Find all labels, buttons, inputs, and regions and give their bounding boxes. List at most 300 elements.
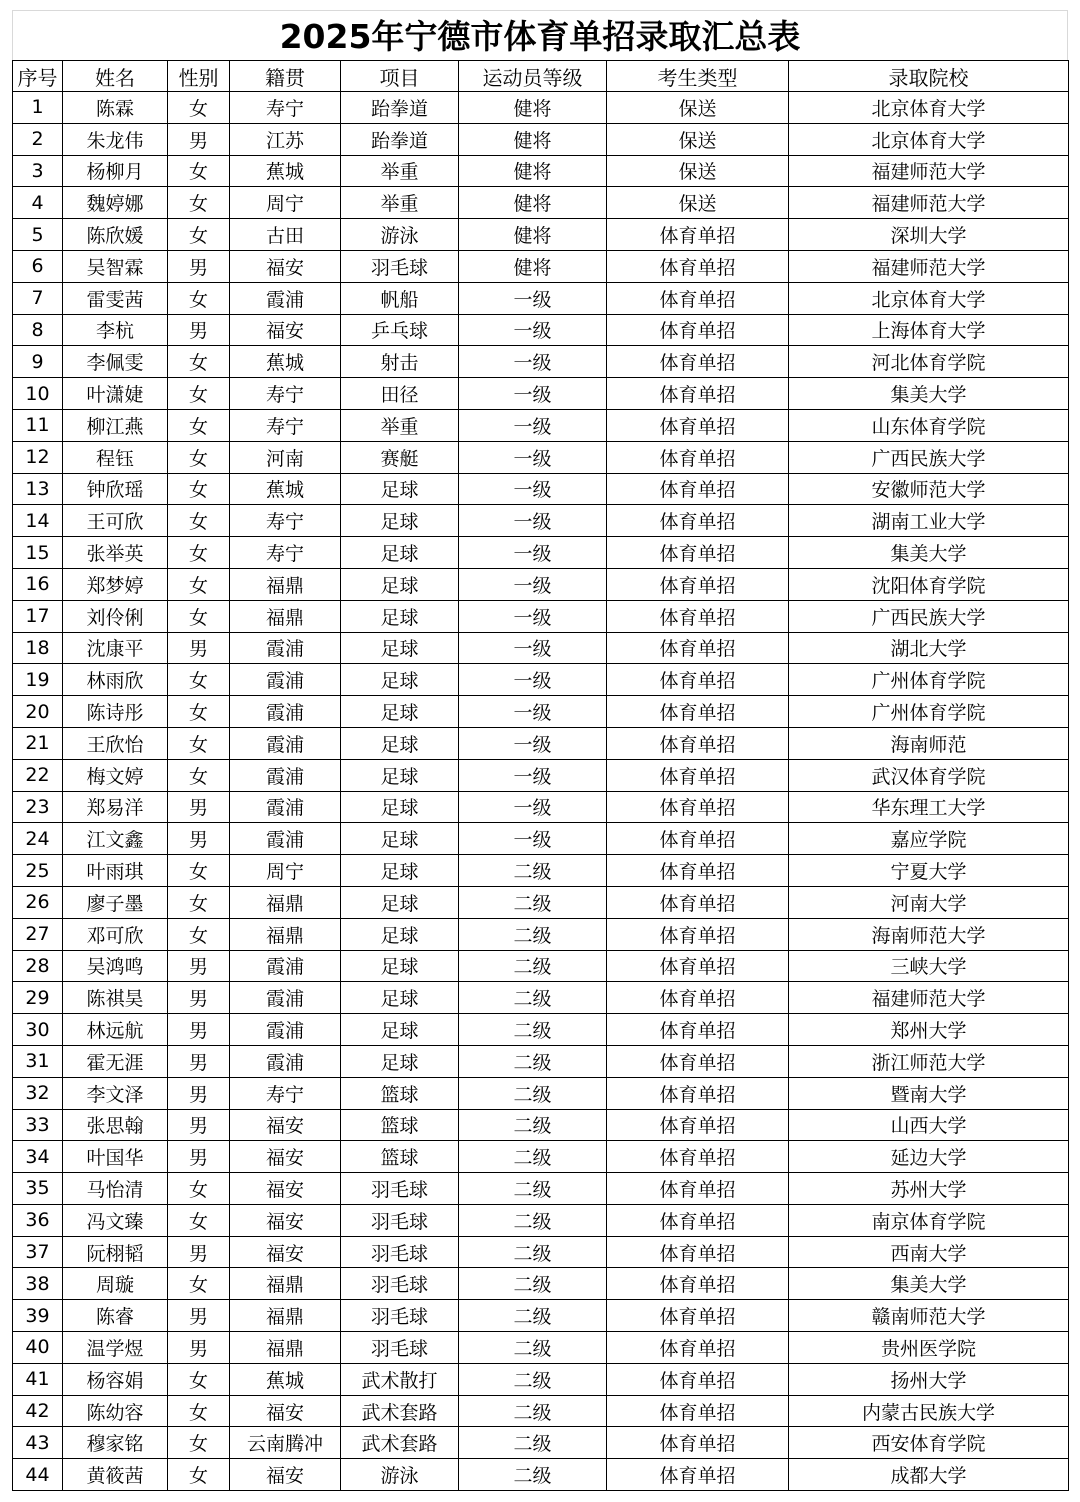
cell-index: 34 (13, 1141, 63, 1173)
cell-school: 浙江师范大学 (789, 1045, 1069, 1077)
cell-hometown: 霞浦 (230, 282, 341, 314)
cell-gender: 女 (168, 219, 230, 251)
table-row (13, 1236, 1069, 1268)
cell-type: 体育单招 (607, 727, 789, 759)
cell-hometown: 周宁 (230, 855, 341, 887)
col-header-name: 姓名 (63, 61, 168, 92)
cell-level: 二级 (459, 1045, 607, 1077)
cell-gender: 女 (168, 600, 230, 632)
cell-type: 体育单招 (607, 378, 789, 410)
cell-name: 陈霖 (63, 92, 168, 124)
cell-hometown: 蕉城 (230, 473, 341, 505)
cell-hometown: 福鼎 (230, 918, 341, 950)
table-row (13, 727, 1069, 759)
cell-sport: 羽毛球 (341, 1204, 459, 1236)
cell-hometown: 福安 (230, 1236, 341, 1268)
table-row (13, 346, 1069, 378)
table-row (13, 759, 1069, 791)
cell-school: 西南大学 (789, 1236, 1069, 1268)
table-row (13, 92, 1069, 124)
cell-level: 一级 (459, 378, 607, 410)
cell-level: 二级 (459, 1141, 607, 1173)
cell-sport: 足球 (341, 855, 459, 887)
cell-type: 体育单招 (607, 1268, 789, 1300)
cell-level: 二级 (459, 1204, 607, 1236)
cell-gender: 男 (168, 123, 230, 155)
cell-index: 27 (13, 918, 63, 950)
admission-table (12, 60, 1069, 1491)
cell-sport: 足球 (341, 950, 459, 982)
cell-sport: 足球 (341, 696, 459, 728)
sheet-title: 2025年宁德市体育单招录取汇总表 (12, 10, 1068, 60)
cell-level: 一级 (459, 409, 607, 441)
cell-hometown: 福安 (230, 314, 341, 346)
cell-gender: 女 (168, 1268, 230, 1300)
cell-school: 北京体育大学 (789, 123, 1069, 155)
cell-school: 集美大学 (789, 1268, 1069, 1300)
cell-school: 延边大学 (789, 1141, 1069, 1173)
cell-sport: 足球 (341, 1014, 459, 1046)
cell-sport: 足球 (341, 664, 459, 696)
cell-type: 体育单招 (607, 1236, 789, 1268)
cell-level: 二级 (459, 855, 607, 887)
cell-school: 嘉应学院 (789, 823, 1069, 855)
table-row (13, 409, 1069, 441)
cell-level: 一级 (459, 759, 607, 791)
cell-index: 22 (13, 759, 63, 791)
cell-name: 郑易洋 (63, 791, 168, 823)
cell-sport: 武术散打 (341, 1363, 459, 1395)
cell-level: 二级 (459, 1427, 607, 1459)
cell-name: 温学煜 (63, 1332, 168, 1364)
cell-name: 霍无涯 (63, 1045, 168, 1077)
cell-school: 北京体育大学 (789, 92, 1069, 124)
cell-index: 26 (13, 886, 63, 918)
cell-index: 28 (13, 950, 63, 982)
cell-name: 陈诗彤 (63, 696, 168, 728)
cell-school: 内蒙古民族大学 (789, 1395, 1069, 1427)
cell-school: 福建师范大学 (789, 250, 1069, 282)
cell-hometown: 福鼎 (230, 886, 341, 918)
table-row (13, 155, 1069, 187)
cell-school: 北京体育大学 (789, 282, 1069, 314)
cell-hometown: 河南 (230, 441, 341, 473)
cell-type: 体育单招 (607, 918, 789, 950)
cell-hometown: 霞浦 (230, 1045, 341, 1077)
cell-name: 陈幼容 (63, 1395, 168, 1427)
table-row (13, 886, 1069, 918)
cell-school: 贵州医学院 (789, 1332, 1069, 1364)
cell-level: 一级 (459, 537, 607, 569)
cell-type: 体育单招 (607, 250, 789, 282)
table-row (13, 664, 1069, 696)
cell-sport: 举重 (341, 187, 459, 219)
cell-gender: 女 (168, 855, 230, 887)
table-row (13, 1141, 1069, 1173)
cell-hometown: 福鼎 (230, 600, 341, 632)
cell-index: 10 (13, 378, 63, 410)
cell-type: 体育单招 (607, 219, 789, 251)
cell-index: 4 (13, 187, 63, 219)
cell-name: 钟欣瑶 (63, 473, 168, 505)
cell-name: 林雨欣 (63, 664, 168, 696)
table-row (13, 982, 1069, 1014)
cell-index: 13 (13, 473, 63, 505)
cell-hometown: 福鼎 (230, 1268, 341, 1300)
table-row (13, 378, 1069, 410)
cell-index: 31 (13, 1045, 63, 1077)
cell-type: 体育单招 (607, 600, 789, 632)
cell-index: 1 (13, 92, 63, 124)
cell-sport: 羽毛球 (341, 1236, 459, 1268)
cell-type: 体育单招 (607, 282, 789, 314)
cell-hometown: 蕉城 (230, 346, 341, 378)
cell-name: 刘伶俐 (63, 600, 168, 632)
cell-school: 深圳大学 (789, 219, 1069, 251)
cell-level: 二级 (459, 1363, 607, 1395)
cell-hometown: 霞浦 (230, 823, 341, 855)
cell-index: 12 (13, 441, 63, 473)
cell-gender: 女 (168, 537, 230, 569)
table-row (13, 1395, 1069, 1427)
cell-type: 体育单招 (607, 1300, 789, 1332)
cell-index: 40 (13, 1332, 63, 1364)
cell-type: 体育单招 (607, 1395, 789, 1427)
cell-type: 体育单招 (607, 950, 789, 982)
cell-hometown: 福鼎 (230, 1300, 341, 1332)
cell-gender: 女 (168, 1427, 230, 1459)
cell-index: 41 (13, 1363, 63, 1395)
cell-name: 郑梦婷 (63, 568, 168, 600)
cell-sport: 足球 (341, 632, 459, 664)
table-row (13, 505, 1069, 537)
cell-sport: 足球 (341, 823, 459, 855)
table-row (13, 823, 1069, 855)
cell-name: 叶潇婕 (63, 378, 168, 410)
cell-type: 保送 (607, 187, 789, 219)
cell-gender: 男 (168, 823, 230, 855)
cell-sport: 篮球 (341, 1109, 459, 1141)
cell-name: 王可欣 (63, 505, 168, 537)
cell-type: 保送 (607, 123, 789, 155)
cell-gender: 女 (168, 759, 230, 791)
table-row (13, 1109, 1069, 1141)
cell-hometown: 福安 (230, 1395, 341, 1427)
table-row (13, 123, 1069, 155)
cell-sport: 足球 (341, 918, 459, 950)
cell-hometown: 寿宁 (230, 92, 341, 124)
cell-name: 叶国华 (63, 1141, 168, 1173)
cell-index: 14 (13, 505, 63, 537)
cell-level: 二级 (459, 1014, 607, 1046)
cell-hometown: 蕉城 (230, 1363, 341, 1395)
table-row (13, 187, 1069, 219)
cell-sport: 举重 (341, 155, 459, 187)
cell-index: 17 (13, 600, 63, 632)
cell-level: 健将 (459, 92, 607, 124)
cell-school: 福建师范大学 (789, 187, 1069, 219)
table-row (13, 918, 1069, 950)
cell-index: 42 (13, 1395, 63, 1427)
cell-school: 广州体育学院 (789, 664, 1069, 696)
cell-school: 宁夏大学 (789, 855, 1069, 887)
cell-sport: 足球 (341, 982, 459, 1014)
cell-type: 体育单招 (607, 1459, 789, 1491)
cell-index: 7 (13, 282, 63, 314)
table-row (13, 1363, 1069, 1395)
table-row (13, 1204, 1069, 1236)
table-row (13, 1173, 1069, 1205)
cell-gender: 女 (168, 918, 230, 950)
table-row (13, 1427, 1069, 1459)
cell-hometown: 寿宁 (230, 409, 341, 441)
table-row (13, 791, 1069, 823)
cell-hometown: 福安 (230, 1459, 341, 1491)
cell-name: 张举英 (63, 537, 168, 569)
cell-sport: 羽毛球 (341, 1173, 459, 1205)
table-row (13, 250, 1069, 282)
cell-index: 18 (13, 632, 63, 664)
cell-sport: 足球 (341, 568, 459, 600)
cell-type: 体育单招 (607, 791, 789, 823)
cell-sport: 赛艇 (341, 441, 459, 473)
table-row (13, 696, 1069, 728)
cell-sport: 足球 (341, 473, 459, 505)
cell-sport: 羽毛球 (341, 1300, 459, 1332)
table-row (13, 441, 1069, 473)
cell-type: 体育单招 (607, 568, 789, 600)
cell-gender: 男 (168, 950, 230, 982)
cell-type: 体育单招 (607, 1173, 789, 1205)
cell-school: 湖南工业大学 (789, 505, 1069, 537)
cell-sport: 羽毛球 (341, 1332, 459, 1364)
cell-gender: 男 (168, 1332, 230, 1364)
cell-gender: 男 (168, 982, 230, 1014)
cell-sport: 足球 (341, 1045, 459, 1077)
cell-hometown: 福安 (230, 250, 341, 282)
cell-index: 21 (13, 727, 63, 759)
cell-type: 体育单招 (607, 1014, 789, 1046)
col-header-type: 考生类型 (607, 61, 789, 92)
cell-index: 6 (13, 250, 63, 282)
cell-level: 二级 (459, 1332, 607, 1364)
cell-gender: 男 (168, 250, 230, 282)
table-row (13, 1459, 1069, 1491)
cell-level: 二级 (459, 982, 607, 1014)
cell-hometown: 霞浦 (230, 950, 341, 982)
cell-level: 一级 (459, 505, 607, 537)
cell-hometown: 福安 (230, 1141, 341, 1173)
cell-sport: 武术套路 (341, 1395, 459, 1427)
cell-level: 一级 (459, 282, 607, 314)
cell-sport: 足球 (341, 886, 459, 918)
cell-gender: 女 (168, 505, 230, 537)
cell-index: 23 (13, 791, 63, 823)
cell-name: 沈康平 (63, 632, 168, 664)
cell-school: 上海体育大学 (789, 314, 1069, 346)
cell-index: 44 (13, 1459, 63, 1491)
cell-type: 体育单招 (607, 696, 789, 728)
cell-name: 吴鸿鸣 (63, 950, 168, 982)
cell-gender: 女 (168, 1459, 230, 1491)
table-body (13, 92, 1069, 1491)
cell-hometown: 福鼎 (230, 568, 341, 600)
cell-type: 体育单招 (607, 1045, 789, 1077)
cell-school: 山东体育学院 (789, 409, 1069, 441)
cell-level: 一级 (459, 632, 607, 664)
cell-name: 吴智霖 (63, 250, 168, 282)
cell-school: 河北体育学院 (789, 346, 1069, 378)
cell-gender: 男 (168, 1300, 230, 1332)
cell-school: 三峡大学 (789, 950, 1069, 982)
cell-type: 体育单招 (607, 982, 789, 1014)
cell-school: 福建师范大学 (789, 982, 1069, 1014)
table-row (13, 600, 1069, 632)
cell-type: 体育单招 (607, 505, 789, 537)
cell-school: 海南师范大学 (789, 918, 1069, 950)
cell-gender: 女 (168, 664, 230, 696)
cell-gender: 男 (168, 1109, 230, 1141)
cell-index: 32 (13, 1077, 63, 1109)
cell-hometown: 霞浦 (230, 759, 341, 791)
cell-index: 30 (13, 1014, 63, 1046)
cell-name: 穆家铭 (63, 1427, 168, 1459)
cell-school: 成都大学 (789, 1459, 1069, 1491)
cell-level: 二级 (459, 918, 607, 950)
cell-hometown: 寿宁 (230, 1077, 341, 1109)
cell-type: 体育单招 (607, 664, 789, 696)
cell-type: 体育单招 (607, 346, 789, 378)
cell-gender: 女 (168, 1204, 230, 1236)
cell-level: 健将 (459, 155, 607, 187)
cell-index: 20 (13, 696, 63, 728)
cell-level: 二级 (459, 1459, 607, 1491)
cell-level: 一级 (459, 823, 607, 855)
table-row (13, 1332, 1069, 1364)
cell-hometown: 霞浦 (230, 696, 341, 728)
cell-hometown: 福安 (230, 1109, 341, 1141)
cell-gender: 女 (168, 187, 230, 219)
cell-type: 体育单招 (607, 409, 789, 441)
cell-school: 安徽师范大学 (789, 473, 1069, 505)
cell-school: 集美大学 (789, 378, 1069, 410)
cell-gender: 男 (168, 1236, 230, 1268)
cell-hometown: 霞浦 (230, 791, 341, 823)
cell-level: 二级 (459, 1395, 607, 1427)
col-header-gender: 性别 (168, 61, 230, 92)
cell-type: 体育单招 (607, 759, 789, 791)
cell-gender: 男 (168, 1141, 230, 1173)
cell-index: 37 (13, 1236, 63, 1268)
cell-level: 二级 (459, 1077, 607, 1109)
cell-type: 体育单招 (607, 886, 789, 918)
cell-name: 江文鑫 (63, 823, 168, 855)
cell-name: 邓可欣 (63, 918, 168, 950)
cell-type: 体育单招 (607, 441, 789, 473)
cell-hometown: 霞浦 (230, 727, 341, 759)
cell-name: 程钰 (63, 441, 168, 473)
cell-type: 体育单招 (607, 1077, 789, 1109)
col-header-sport: 项目 (341, 61, 459, 92)
col-header-level: 运动员等级 (459, 61, 607, 92)
cell-school: 河南大学 (789, 886, 1069, 918)
cell-hometown: 霞浦 (230, 982, 341, 1014)
cell-name: 李文泽 (63, 1077, 168, 1109)
cell-gender: 男 (168, 1077, 230, 1109)
cell-name: 梅文婷 (63, 759, 168, 791)
cell-sport: 举重 (341, 409, 459, 441)
cell-hometown: 福鼎 (230, 1332, 341, 1364)
cell-sport: 游泳 (341, 1459, 459, 1491)
cell-index: 43 (13, 1427, 63, 1459)
cell-type: 体育单招 (607, 1427, 789, 1459)
cell-hometown: 霞浦 (230, 664, 341, 696)
cell-name: 廖子墨 (63, 886, 168, 918)
cell-gender: 女 (168, 727, 230, 759)
cell-index: 38 (13, 1268, 63, 1300)
table-row (13, 950, 1069, 982)
cell-index: 15 (13, 537, 63, 569)
cell-name: 朱龙伟 (63, 123, 168, 155)
cell-gender: 女 (168, 155, 230, 187)
cell-school: 郑州大学 (789, 1014, 1069, 1046)
cell-level: 一级 (459, 568, 607, 600)
cell-gender: 女 (168, 441, 230, 473)
cell-hometown: 福安 (230, 1173, 341, 1205)
cell-level: 一级 (459, 314, 607, 346)
cell-level: 健将 (459, 219, 607, 251)
cell-type: 体育单招 (607, 1332, 789, 1364)
cell-index: 33 (13, 1109, 63, 1141)
cell-name: 阮栩韬 (63, 1236, 168, 1268)
cell-level: 一级 (459, 664, 607, 696)
cell-gender: 男 (168, 314, 230, 346)
cell-sport: 足球 (341, 727, 459, 759)
cell-name: 黄筱茜 (63, 1459, 168, 1491)
cell-index: 25 (13, 855, 63, 887)
cell-name: 张思翰 (63, 1109, 168, 1141)
cell-level: 二级 (459, 1300, 607, 1332)
table-row (13, 282, 1069, 314)
cell-hometown: 霞浦 (230, 632, 341, 664)
table-row (13, 568, 1069, 600)
cell-school: 广西民族大学 (789, 441, 1069, 473)
table-row (13, 1014, 1069, 1046)
cell-level: 二级 (459, 1173, 607, 1205)
cell-gender: 男 (168, 1014, 230, 1046)
cell-level: 一级 (459, 441, 607, 473)
table-row (13, 537, 1069, 569)
cell-level: 二级 (459, 1268, 607, 1300)
cell-type: 保送 (607, 92, 789, 124)
cell-name: 陈祺昊 (63, 982, 168, 1014)
col-header-index: 序号 (13, 61, 63, 92)
cell-gender: 女 (168, 92, 230, 124)
cell-index: 35 (13, 1173, 63, 1205)
cell-level: 一级 (459, 791, 607, 823)
cell-level: 二级 (459, 1236, 607, 1268)
cell-level: 健将 (459, 250, 607, 282)
cell-gender: 女 (168, 886, 230, 918)
cell-sport: 篮球 (341, 1077, 459, 1109)
cell-gender: 女 (168, 473, 230, 505)
cell-sport: 游泳 (341, 219, 459, 251)
cell-name: 林远航 (63, 1014, 168, 1046)
cell-sport: 足球 (341, 759, 459, 791)
cell-type: 体育单招 (607, 1204, 789, 1236)
cell-type: 体育单招 (607, 537, 789, 569)
cell-sport: 足球 (341, 505, 459, 537)
